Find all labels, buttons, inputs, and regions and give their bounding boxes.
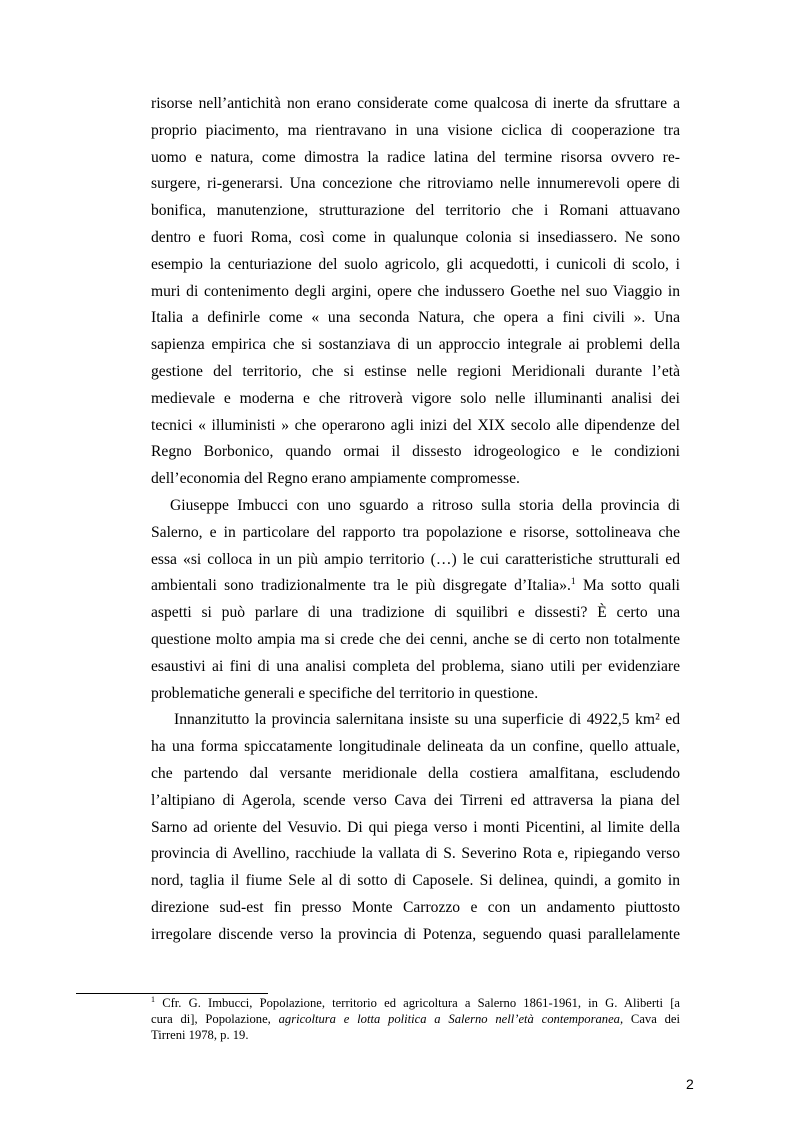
text-line: Salerno, e in particolare del rapporto tra popolazione e risorse, sottolineava che bbox=[151, 523, 680, 541]
text-line: dentro e fuori Roma, così come in qualunque colonia si insediassero. Ne sono bbox=[151, 228, 680, 246]
footnote-italic-title: , agricoltura e lotta politica a Salerno nell’età contemporanea, bbox=[267, 1012, 624, 1026]
text-line: esempio la centuriazione del suolo agricolo, gli acquedotti, i cunicoli di scolo, i bbox=[151, 255, 680, 273]
text-line: risorse nell’antichità non erano considerate come qualcosa di inerte da sfruttare a bbox=[151, 95, 680, 112]
text-line: nord, taglia il fiume Sele al di sotto di Caposele. Si delinea, quindi, a gomito in bbox=[151, 872, 680, 890]
text-line: essa «si colloca in un più ampio territorio (…) le cui caratteristiche strutturali ed bbox=[151, 550, 680, 568]
footnote-separator bbox=[76, 993, 268, 994]
footnote-line bbox=[151, 995, 680, 1011]
text-line: surgere, ri-generarsi. Una concezione che ritroviamo nelle innumerevoli opere di bbox=[151, 175, 680, 193]
text-line: problematiche generali e specifiche del territorio in questione. bbox=[151, 684, 539, 702]
text-line: gestione del territorio, che si estinse nelle regioni Meridionali durante l’età bbox=[151, 362, 680, 380]
body-text bbox=[151, 91, 680, 949]
text-line-with-footnote bbox=[151, 573, 680, 600]
footnote-line: Tirreni 1978, p. 19. bbox=[151, 1028, 249, 1042]
text-line: Sarno ad oriente del Vesuvio. Di qui piega verso i monti Picentini, al limite della bbox=[151, 818, 680, 836]
text-line: direzione sud-est fin presso Monte Carrozzo e con un andamento piuttosto bbox=[151, 898, 680, 916]
text-line: Italia a definirle come « una seconda Natura, che opera a fini civili ». Una bbox=[151, 309, 680, 327]
text-line: provincia di Avellino, racchiude la vallata di S. Severino Rota e, ripiegando verso bbox=[151, 845, 680, 863]
footnote-line bbox=[151, 1011, 680, 1027]
text-fragment: ambientali sono tradizionalmente tra le più disgregate d’Italia». bbox=[151, 577, 571, 595]
text-line: bonifica, manutenzione, strutturazione del territorio che i Romani attuavano bbox=[151, 202, 680, 220]
footnote-marker: 1 bbox=[151, 994, 155, 1004]
text-line: l’altipiano di Agerola, scende verso Cava dei Tirreni ed attraversa la piana del bbox=[151, 791, 680, 809]
text-line: esaustivi ai fini di una analisi completa del problema, siano utili per evidenziare bbox=[151, 657, 680, 675]
text-line: irregolare discende verso la provincia di Potenza, seguendo quasi parallelamente bbox=[151, 925, 680, 943]
footnote-reference: 1 bbox=[570, 577, 576, 588]
text-line: questione molto ampia ma si crede che dei cenni, anche se di certo non totalmente bbox=[151, 630, 680, 648]
page-number: 2 bbox=[686, 1076, 694, 1092]
text-line: proprio piacimento, ma rientravano in una visione ciclica di cooperazione tra bbox=[151, 121, 680, 139]
text-line: uomo e natura, come dimostra la radice latina del termine risorsa ovvero re- bbox=[151, 148, 680, 166]
text-line: aspetti si può parlare di una tradizione di squilibri e dissesti? È certo una bbox=[151, 604, 680, 622]
text-line: che partendo dal versante meridionale della costiera amalfitana, escludendo bbox=[151, 764, 680, 782]
text-line: medievale e moderna e che ritroverà vigore solo nelle illuminanti analisi dei bbox=[151, 389, 680, 407]
text-line: sapienza empirica che si sostanziava di un approccio integrale ai problemi della bbox=[151, 336, 680, 354]
footnote-text: cura di], Popolazione bbox=[151, 1012, 268, 1026]
footnote-text: Cfr. G. Imbucci, Popolazione, territorio ed agricoltura a Salerno 1861-1961, in G. Aliberti [a bbox=[162, 996, 681, 1010]
text-line: dell’economia del Regno erano ampiamente compromesse. bbox=[151, 470, 520, 488]
text-line: Giuseppe Imbucci con uno sguardo a ritroso sulla storia della provincia di bbox=[170, 496, 680, 514]
text-fragment: Ma sotto quali bbox=[583, 577, 680, 595]
text-line: tecnici « illuministi » che operarono agli inizi del XIX secolo alle dipendenze del bbox=[151, 416, 680, 434]
text-line: Innanzitutto la provincia salernitana insiste su una superficie di 4922,5 km² ed bbox=[174, 711, 680, 729]
text-line: muri di contenimento degli argini, opere che indussero Goethe nel suo Viaggio in bbox=[151, 282, 680, 300]
footnote-text: Cava dei bbox=[623, 1012, 680, 1026]
footnote bbox=[151, 995, 680, 1043]
text-line: ha una forma spiccatamente longitudinale delineata da un confine, quello attuale, bbox=[151, 738, 680, 756]
text-line: Regno Borbonico, quando ormai il dissesto idrogeologico e le condizioni bbox=[151, 443, 680, 461]
